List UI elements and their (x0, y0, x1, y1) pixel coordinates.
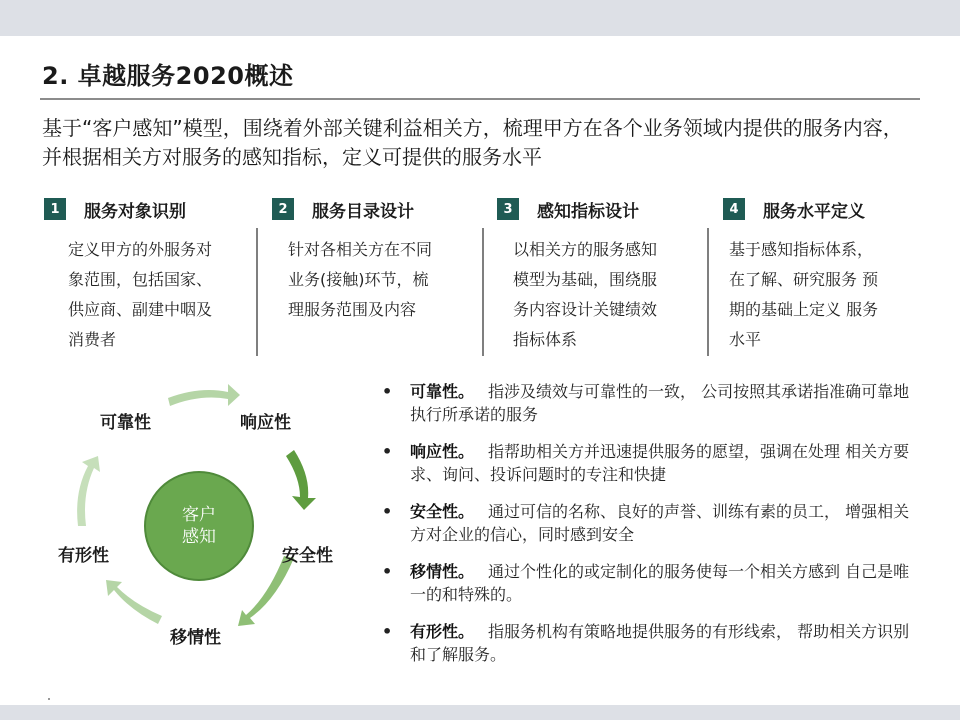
step-number-badge: 4 (723, 198, 745, 220)
center-label-line2: 感知 (182, 527, 216, 547)
list-item (382, 620, 912, 666)
step-3 (497, 195, 667, 355)
step-1 (44, 195, 222, 355)
list-item (382, 560, 912, 606)
item-text: 指涉及绩效与可靠性的一致， 公司按照其承诺指准确可靠地执行所承诺的服务 (410, 382, 910, 424)
item-term: 有形性。 (410, 622, 475, 641)
bullet-dot: • (382, 562, 393, 581)
list-item (382, 380, 912, 426)
step-title: 感知指标设计 (537, 201, 639, 222)
step-4 (723, 195, 883, 355)
column-divider (707, 228, 709, 356)
top-band (0, 0, 960, 36)
page-title: 2. 卓越服务2020概述 (42, 62, 294, 90)
step-number-badge: 1 (44, 198, 66, 220)
list-item (382, 500, 912, 546)
step-number-badge: 2 (272, 198, 294, 220)
step-title: 服务水平定义 (763, 201, 865, 222)
step-description: 基于感知指标体系， 在了解、研究服务 预期的基础上定义 服务水平 (729, 240, 879, 349)
item-text: 指服务机构有策略地提供服务的有形线索， 帮助相关方识别和了解服务。 (410, 622, 910, 664)
item-text: 指帮助相关方并迅速提供服务的愿望，强调在处理 相关方要求、询问、投诉问题时的专注和快捷 (410, 442, 910, 484)
item-text: 通过可信的名称、良好的声誉、训练有素的员工， 增强相关方对企业的信心，同时感到安全 (410, 502, 910, 544)
cycle-arrow-right (286, 450, 316, 510)
dimension-definitions-list (382, 380, 912, 680)
step-title: 服务对象识别 (84, 201, 186, 222)
cycle-label-responsiveness: 响应性 (240, 413, 291, 433)
item-term: 安全性。 (410, 502, 475, 521)
cycle-arrow-top (168, 384, 240, 406)
intro-text: 基于“客户感知”模型，围绕着外部关键利益相关方，梳理甲方在各个业务领域内提供的服务内容，并根据相关方对服务的感知指标，定义可提供的服务水平 (42, 116, 903, 169)
column-divider (482, 228, 484, 356)
bottom-band (0, 705, 960, 720)
center-circle (144, 471, 254, 581)
cycle-arrow-bottom-left (106, 580, 162, 624)
step-number-badge: 3 (497, 198, 519, 220)
bullet-dot: • (382, 442, 393, 461)
page-marker-dot (48, 698, 50, 700)
cycle-label-reliability: 可靠性 (100, 413, 151, 433)
cycle-label-assurance: 安全性 (282, 546, 333, 566)
list-item (382, 440, 912, 486)
cycle-arrow-left (77, 456, 100, 526)
step-description: 针对各相关方在不同业务(接触)环节，梳理服务范围及内容 (288, 240, 433, 319)
item-term: 移情性。 (410, 562, 475, 581)
step-description: 以相关方的服务感知模型为基础，围绕服务内容设计关键绩效指标体系 (513, 240, 658, 349)
perception-cycle-diagram (50, 380, 380, 650)
item-term: 响应性。 (410, 442, 475, 461)
title-divider (40, 98, 920, 100)
cycle-arrow-bottom-right (238, 556, 294, 626)
column-divider (256, 228, 258, 356)
center-label-line1: 客户 (182, 505, 216, 525)
bullet-dot: • (382, 502, 393, 521)
cycle-label-empathy: 移情性 (170, 628, 221, 648)
bullet-dot: • (382, 382, 393, 401)
step-2 (272, 195, 442, 355)
bullet-dot: • (382, 622, 393, 641)
item-text: 通过个性化的或定制化的服务使每一个相关方感到 自己是唯一的和特殊的。 (410, 562, 910, 604)
item-term: 可靠性。 (410, 382, 475, 401)
step-description: 定义甲方的外服务对象范围，包括国家、供应商、副建中咽及消费者 (68, 240, 213, 349)
step-title: 服务目录设计 (312, 201, 414, 222)
cycle-label-tangibles: 有形性 (58, 546, 109, 566)
